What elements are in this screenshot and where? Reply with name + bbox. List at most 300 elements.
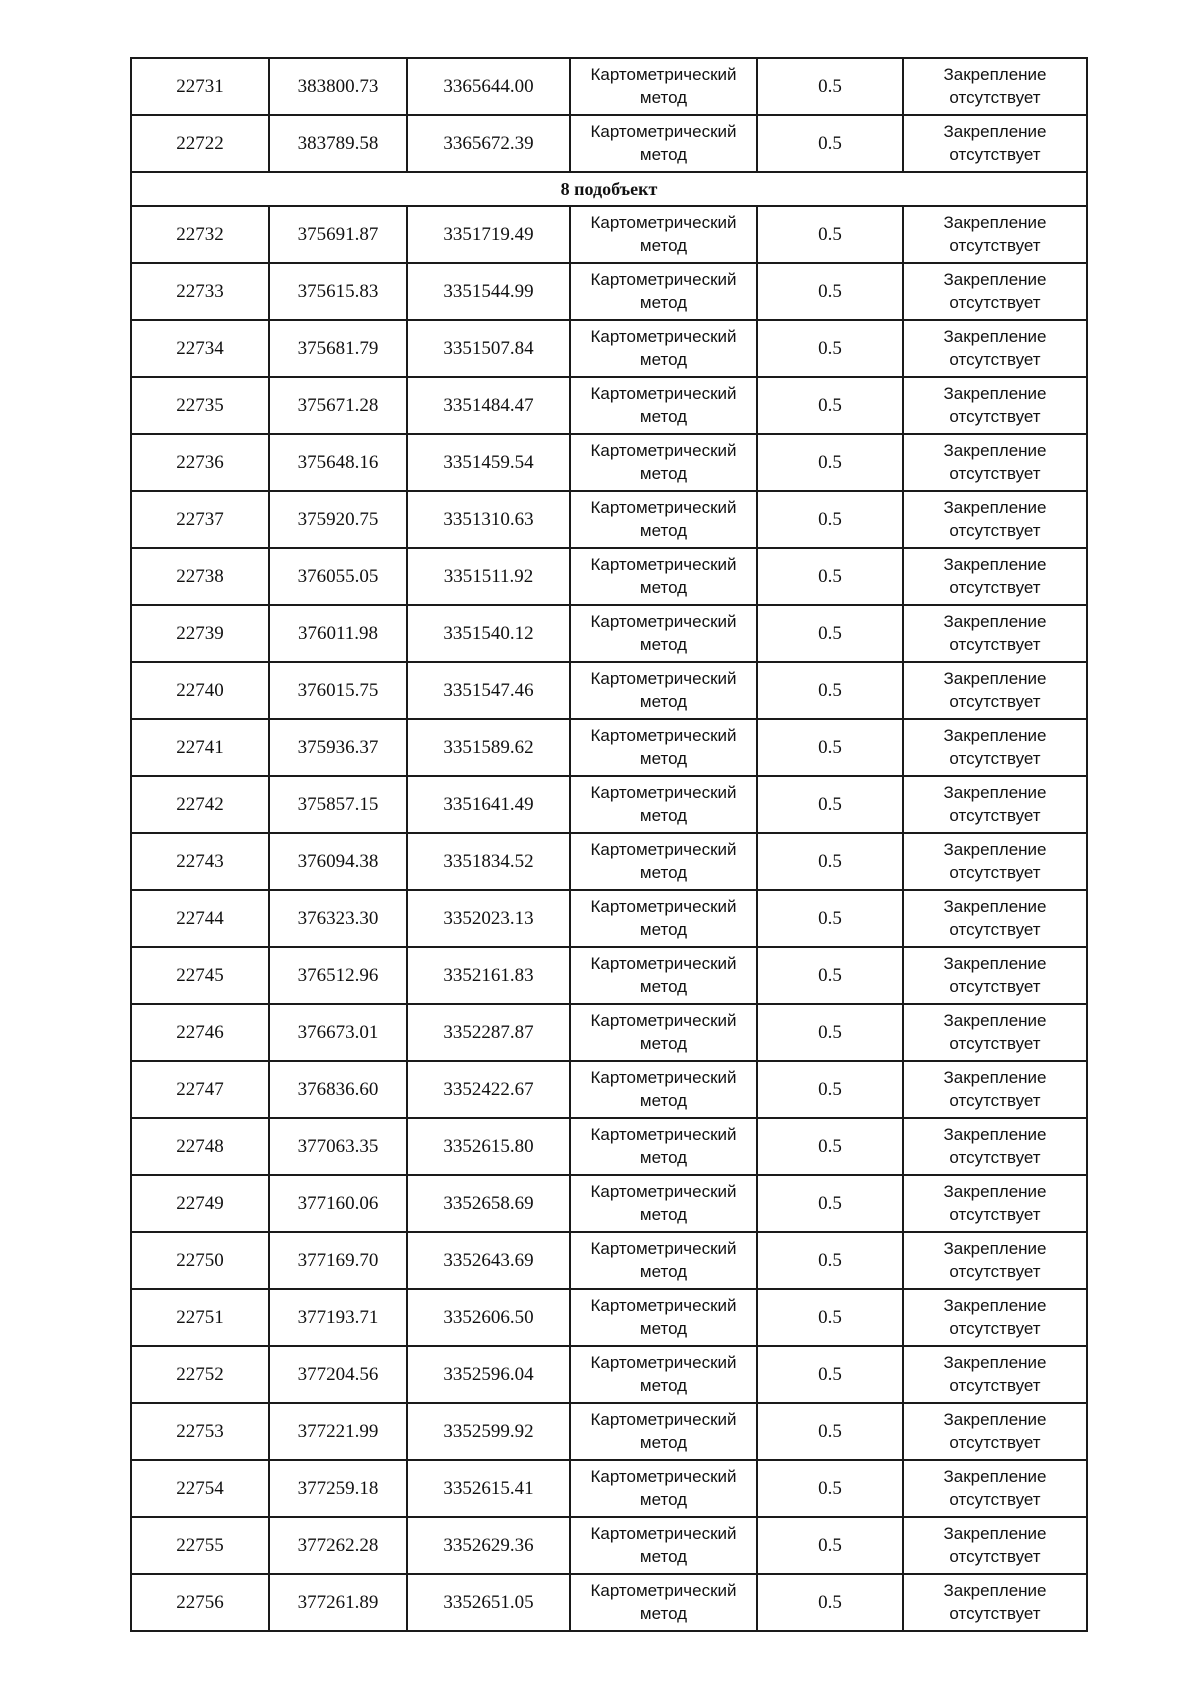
method-cell bbox=[570, 1118, 757, 1175]
method-cell bbox=[570, 434, 757, 491]
point-number-cell: 22737 bbox=[131, 491, 269, 548]
fixing-cell bbox=[903, 548, 1087, 605]
method-text-line: Картометрический bbox=[590, 1011, 737, 1030]
x-coordinate-cell: 375920.75 bbox=[269, 491, 407, 548]
point-number-cell: 22747 bbox=[131, 1061, 269, 1118]
method-text-line: метод bbox=[639, 1604, 688, 1623]
fixing-text-line: отсутствует bbox=[949, 1205, 1041, 1224]
method-text-line: метод bbox=[639, 635, 688, 654]
x-coordinate-cell: 375691.87 bbox=[269, 206, 407, 263]
point-number-cell: 22755 bbox=[131, 1517, 269, 1574]
method-cell bbox=[570, 263, 757, 320]
method-text-line: метод bbox=[639, 1433, 688, 1452]
method-text-line: Картометрический bbox=[590, 726, 737, 745]
fixing-text-line: Закрепление bbox=[943, 1581, 1047, 1600]
fixing-cell bbox=[903, 719, 1087, 776]
table-row bbox=[131, 1574, 1087, 1631]
accuracy-cell: 0.5 bbox=[757, 320, 903, 377]
table-row bbox=[131, 719, 1087, 776]
x-coordinate-cell: 376673.01 bbox=[269, 1004, 407, 1061]
section-title: 8 подобъект bbox=[131, 172, 1087, 206]
fixing-text-line: Закрепление bbox=[943, 1068, 1047, 1087]
fixing-text-line: отсутствует bbox=[949, 863, 1041, 882]
table-row bbox=[131, 115, 1087, 172]
fixing-cell bbox=[903, 491, 1087, 548]
fixing-text-line: Закрепление bbox=[943, 384, 1047, 403]
x-coordinate-cell: 376512.96 bbox=[269, 947, 407, 1004]
y-coordinate-cell: 3351540.12 bbox=[407, 605, 570, 662]
accuracy-cell: 0.5 bbox=[757, 1574, 903, 1631]
x-coordinate-cell: 377262.28 bbox=[269, 1517, 407, 1574]
fixing-cell bbox=[903, 1403, 1087, 1460]
method-text-line: метод bbox=[639, 1319, 688, 1338]
fixing-cell bbox=[903, 1346, 1087, 1403]
x-coordinate-cell: 376323.30 bbox=[269, 890, 407, 947]
fixing-cell bbox=[903, 206, 1087, 263]
point-number-cell: 22738 bbox=[131, 548, 269, 605]
method-text-line: Картометрический bbox=[590, 840, 737, 859]
fixing-text-line: Закрепление bbox=[943, 669, 1047, 688]
accuracy-cell: 0.5 bbox=[757, 1061, 903, 1118]
y-coordinate-cell: 3352615.80 bbox=[407, 1118, 570, 1175]
point-number-cell: 22742 bbox=[131, 776, 269, 833]
fixing-text-line: Закрепление bbox=[943, 954, 1047, 973]
fixing-text-line: отсутствует bbox=[949, 749, 1041, 768]
method-text-line: Картометрический bbox=[590, 1410, 737, 1429]
method-text-line: Картометрический bbox=[590, 498, 737, 517]
point-number-cell: 22753 bbox=[131, 1403, 269, 1460]
method-text-line: Картометрический bbox=[590, 441, 737, 460]
y-coordinate-cell: 3351507.84 bbox=[407, 320, 570, 377]
x-coordinate-cell: 377204.56 bbox=[269, 1346, 407, 1403]
method-text-line: метод bbox=[639, 1148, 688, 1167]
point-number-cell: 22752 bbox=[131, 1346, 269, 1403]
accuracy-cell: 0.5 bbox=[757, 719, 903, 776]
method-text-line: Картометрический bbox=[590, 1467, 737, 1486]
x-coordinate-cell: 377193.71 bbox=[269, 1289, 407, 1346]
method-cell bbox=[570, 1346, 757, 1403]
x-coordinate-cell: 376094.38 bbox=[269, 833, 407, 890]
point-number-cell: 22736 bbox=[131, 434, 269, 491]
method-text-line: метод bbox=[639, 920, 688, 939]
table-row bbox=[131, 890, 1087, 947]
point-number-cell: 22754 bbox=[131, 1460, 269, 1517]
point-number-cell: 22743 bbox=[131, 833, 269, 890]
y-coordinate-cell: 3352596.04 bbox=[407, 1346, 570, 1403]
y-coordinate-cell: 3352422.67 bbox=[407, 1061, 570, 1118]
point-number-cell: 22741 bbox=[131, 719, 269, 776]
table-row bbox=[131, 1061, 1087, 1118]
point-number-cell: 22745 bbox=[131, 947, 269, 1004]
y-coordinate-cell: 3365644.00 bbox=[407, 58, 570, 115]
point-number-cell: 22740 bbox=[131, 662, 269, 719]
method-text-line: метод bbox=[639, 293, 688, 312]
fixing-text-line: Закрепление bbox=[943, 612, 1047, 631]
x-coordinate-cell: 377160.06 bbox=[269, 1175, 407, 1232]
fixing-text-line: отсутствует bbox=[949, 1433, 1041, 1452]
point-number-cell: 22751 bbox=[131, 1289, 269, 1346]
fixing-text-line: отсутствует bbox=[949, 521, 1041, 540]
y-coordinate-cell: 3352643.69 bbox=[407, 1232, 570, 1289]
fixing-text-line: отсутствует bbox=[949, 407, 1041, 426]
fixing-text-line: Закрепление bbox=[943, 1011, 1047, 1030]
fixing-text-line: отсутствует bbox=[949, 464, 1041, 483]
method-cell bbox=[570, 719, 757, 776]
y-coordinate-cell: 3352023.13 bbox=[407, 890, 570, 947]
x-coordinate-cell: 383800.73 bbox=[269, 58, 407, 115]
fixing-text-line: отсутствует bbox=[949, 88, 1041, 107]
fixing-text-line: отсутствует bbox=[949, 1490, 1041, 1509]
fixing-text-line: Закрепление bbox=[943, 783, 1047, 802]
table-row bbox=[131, 320, 1087, 377]
fixing-text-line: Закрепление bbox=[943, 897, 1047, 916]
accuracy-cell: 0.5 bbox=[757, 890, 903, 947]
method-cell bbox=[570, 947, 757, 1004]
coordinates-table bbox=[130, 57, 1088, 1632]
method-cell bbox=[570, 206, 757, 263]
method-text-line: Картометрический bbox=[590, 1581, 737, 1600]
point-number-cell: 22722 bbox=[131, 115, 269, 172]
method-cell bbox=[570, 115, 757, 172]
method-cell bbox=[570, 1517, 757, 1574]
accuracy-cell: 0.5 bbox=[757, 605, 903, 662]
accuracy-cell: 0.5 bbox=[757, 1004, 903, 1061]
accuracy-cell: 0.5 bbox=[757, 115, 903, 172]
method-text-line: Картометрический bbox=[590, 897, 737, 916]
table-row bbox=[131, 1289, 1087, 1346]
method-cell bbox=[570, 491, 757, 548]
x-coordinate-cell: 376836.60 bbox=[269, 1061, 407, 1118]
method-text-line: метод bbox=[639, 1091, 688, 1110]
accuracy-cell: 0.5 bbox=[757, 1517, 903, 1574]
fixing-text-line: Закрепление bbox=[943, 65, 1047, 84]
method-cell bbox=[570, 776, 757, 833]
accuracy-cell: 0.5 bbox=[757, 434, 903, 491]
y-coordinate-cell: 3351641.49 bbox=[407, 776, 570, 833]
table-row bbox=[131, 1403, 1087, 1460]
x-coordinate-cell: 383789.58 bbox=[269, 115, 407, 172]
method-text-line: Картометрический bbox=[590, 270, 737, 289]
fixing-text-line: отсутствует bbox=[949, 350, 1041, 369]
y-coordinate-cell: 3352651.05 bbox=[407, 1574, 570, 1631]
fixing-text-line: отсутствует bbox=[949, 1262, 1041, 1281]
method-text-line: Картометрический bbox=[590, 612, 737, 631]
fixing-text-line: Закрепление bbox=[943, 441, 1047, 460]
fixing-cell bbox=[903, 776, 1087, 833]
x-coordinate-cell: 375936.37 bbox=[269, 719, 407, 776]
fixing-cell bbox=[903, 1574, 1087, 1631]
x-coordinate-cell: 375615.83 bbox=[269, 263, 407, 320]
method-text-line: метод bbox=[639, 692, 688, 711]
fixing-text-line: отсутствует bbox=[949, 1091, 1041, 1110]
method-text-line: метод bbox=[639, 521, 688, 540]
y-coordinate-cell: 3351834.52 bbox=[407, 833, 570, 890]
method-text-line: метод bbox=[639, 806, 688, 825]
accuracy-cell: 0.5 bbox=[757, 662, 903, 719]
method-text-line: Картометрический bbox=[590, 384, 737, 403]
fixing-text-line: отсутствует bbox=[949, 578, 1041, 597]
fixing-cell bbox=[903, 662, 1087, 719]
y-coordinate-cell: 3352599.92 bbox=[407, 1403, 570, 1460]
method-text-line: метод bbox=[639, 145, 688, 164]
x-coordinate-cell: 375671.28 bbox=[269, 377, 407, 434]
x-coordinate-cell: 377169.70 bbox=[269, 1232, 407, 1289]
fixing-cell bbox=[903, 605, 1087, 662]
accuracy-cell: 0.5 bbox=[757, 491, 903, 548]
fixing-text-line: Закрепление bbox=[943, 270, 1047, 289]
method-text-line: метод bbox=[639, 1547, 688, 1566]
method-text-line: Картометрический bbox=[590, 327, 737, 346]
table-row bbox=[131, 1232, 1087, 1289]
method-cell bbox=[570, 833, 757, 890]
fixing-text-line: Закрепление bbox=[943, 213, 1047, 232]
point-number-cell: 22744 bbox=[131, 890, 269, 947]
method-text-line: Картометрический bbox=[590, 1353, 737, 1372]
method-cell bbox=[570, 890, 757, 947]
method-text-line: Картометрический bbox=[590, 1125, 737, 1144]
fixing-cell bbox=[903, 947, 1087, 1004]
table-row bbox=[131, 1004, 1087, 1061]
point-number-cell: 22735 bbox=[131, 377, 269, 434]
x-coordinate-cell: 376011.98 bbox=[269, 605, 407, 662]
accuracy-cell: 0.5 bbox=[757, 1403, 903, 1460]
y-coordinate-cell: 3365672.39 bbox=[407, 115, 570, 172]
method-cell bbox=[570, 548, 757, 605]
method-text-line: метод bbox=[639, 236, 688, 255]
y-coordinate-cell: 3351459.54 bbox=[407, 434, 570, 491]
method-text-line: метод bbox=[639, 1490, 688, 1509]
method-cell bbox=[570, 1460, 757, 1517]
fixing-text-line: Закрепление bbox=[943, 1296, 1047, 1315]
y-coordinate-cell: 3351719.49 bbox=[407, 206, 570, 263]
fixing-cell bbox=[903, 320, 1087, 377]
method-text-line: Картометрический bbox=[590, 1296, 737, 1315]
accuracy-cell: 0.5 bbox=[757, 1289, 903, 1346]
accuracy-cell: 0.5 bbox=[757, 206, 903, 263]
fixing-text-line: отсутствует bbox=[949, 293, 1041, 312]
fixing-cell bbox=[903, 1061, 1087, 1118]
fixing-text-line: Закрепление bbox=[943, 327, 1047, 346]
fixing-cell bbox=[903, 263, 1087, 320]
point-number-cell: 22731 bbox=[131, 58, 269, 115]
fixing-text-line: Закрепление bbox=[943, 498, 1047, 517]
method-text-line: Картометрический bbox=[590, 1239, 737, 1258]
fixing-text-line: отсутствует bbox=[949, 635, 1041, 654]
point-number-cell: 22756 bbox=[131, 1574, 269, 1631]
accuracy-cell: 0.5 bbox=[757, 58, 903, 115]
fixing-cell bbox=[903, 1289, 1087, 1346]
method-cell bbox=[570, 1175, 757, 1232]
accuracy-cell: 0.5 bbox=[757, 1232, 903, 1289]
accuracy-cell: 0.5 bbox=[757, 377, 903, 434]
accuracy-cell: 0.5 bbox=[757, 776, 903, 833]
method-cell bbox=[570, 605, 757, 662]
fixing-text-line: Закрепление bbox=[943, 1467, 1047, 1486]
table-row bbox=[131, 1346, 1087, 1403]
x-coordinate-cell: 375648.16 bbox=[269, 434, 407, 491]
point-number-cell: 22739 bbox=[131, 605, 269, 662]
y-coordinate-cell: 3351547.46 bbox=[407, 662, 570, 719]
accuracy-cell: 0.5 bbox=[757, 548, 903, 605]
table-row bbox=[131, 1175, 1087, 1232]
table-row bbox=[131, 434, 1087, 491]
method-text-line: метод bbox=[639, 1262, 688, 1281]
method-text-line: Картометрический bbox=[590, 1068, 737, 1087]
point-number-cell: 22750 bbox=[131, 1232, 269, 1289]
table-row bbox=[131, 377, 1087, 434]
fixing-text-line: Закрепление bbox=[943, 1125, 1047, 1144]
coordinates-table-body bbox=[131, 58, 1087, 1631]
method-text-line: метод bbox=[639, 464, 688, 483]
accuracy-cell: 0.5 bbox=[757, 1460, 903, 1517]
fixing-cell bbox=[903, 833, 1087, 890]
method-text-line: Картометрический bbox=[590, 1182, 737, 1201]
y-coordinate-cell: 3351310.63 bbox=[407, 491, 570, 548]
method-cell bbox=[570, 1232, 757, 1289]
accuracy-cell: 0.5 bbox=[757, 947, 903, 1004]
x-coordinate-cell: 377221.99 bbox=[269, 1403, 407, 1460]
point-number-cell: 22748 bbox=[131, 1118, 269, 1175]
method-text-line: Картометрический bbox=[590, 1524, 737, 1543]
method-cell bbox=[570, 58, 757, 115]
fixing-text-line: отсутствует bbox=[949, 1376, 1041, 1395]
method-text-line: метод bbox=[639, 88, 688, 107]
fixing-cell bbox=[903, 377, 1087, 434]
y-coordinate-cell: 3351589.62 bbox=[407, 719, 570, 776]
method-cell bbox=[570, 1289, 757, 1346]
y-coordinate-cell: 3352629.36 bbox=[407, 1517, 570, 1574]
x-coordinate-cell: 377261.89 bbox=[269, 1574, 407, 1631]
accuracy-cell: 0.5 bbox=[757, 263, 903, 320]
method-text-line: метод bbox=[639, 749, 688, 768]
fixing-text-line: отсутствует bbox=[949, 1319, 1041, 1338]
fixing-cell bbox=[903, 1118, 1087, 1175]
fixing-cell bbox=[903, 1460, 1087, 1517]
fixing-cell bbox=[903, 1004, 1087, 1061]
fixing-cell bbox=[903, 115, 1087, 172]
fixing-text-line: Закрепление bbox=[943, 1353, 1047, 1372]
fixing-text-line: отсутствует bbox=[949, 692, 1041, 711]
method-cell bbox=[570, 320, 757, 377]
fixing-text-line: Закрепление bbox=[943, 1524, 1047, 1543]
point-number-cell: 22733 bbox=[131, 263, 269, 320]
accuracy-cell: 0.5 bbox=[757, 833, 903, 890]
fixing-text-line: Закрепление bbox=[943, 840, 1047, 859]
y-coordinate-cell: 3352658.69 bbox=[407, 1175, 570, 1232]
fixing-text-line: отсутствует bbox=[949, 1034, 1041, 1053]
fixing-text-line: Закрепление bbox=[943, 555, 1047, 574]
fixing-text-line: отсутствует bbox=[949, 1604, 1041, 1623]
method-text-line: Картометрический bbox=[590, 555, 737, 574]
table-row bbox=[131, 947, 1087, 1004]
table-row bbox=[131, 1118, 1087, 1175]
y-coordinate-cell: 3352615.41 bbox=[407, 1460, 570, 1517]
fixing-cell bbox=[903, 1517, 1087, 1574]
table-row bbox=[131, 548, 1087, 605]
method-text-line: метод bbox=[639, 977, 688, 996]
method-text-line: Картометрический bbox=[590, 669, 737, 688]
x-coordinate-cell: 377259.18 bbox=[269, 1460, 407, 1517]
section-header-row bbox=[131, 172, 1087, 206]
accuracy-cell: 0.5 bbox=[757, 1346, 903, 1403]
table-row bbox=[131, 662, 1087, 719]
method-text-line: метод bbox=[639, 1205, 688, 1224]
table-row bbox=[131, 206, 1087, 263]
fixing-text-line: Закрепление bbox=[943, 122, 1047, 141]
table-row bbox=[131, 776, 1087, 833]
method-text-line: метод bbox=[639, 407, 688, 426]
method-text-line: метод bbox=[639, 350, 688, 369]
table-row bbox=[131, 1517, 1087, 1574]
fixing-text-line: отсутствует bbox=[949, 1148, 1041, 1167]
y-coordinate-cell: 3352606.50 bbox=[407, 1289, 570, 1346]
fixing-text-line: Закрепление bbox=[943, 1182, 1047, 1201]
y-coordinate-cell: 3352161.83 bbox=[407, 947, 570, 1004]
fixing-cell bbox=[903, 58, 1087, 115]
method-text-line: метод bbox=[639, 578, 688, 597]
x-coordinate-cell: 375681.79 bbox=[269, 320, 407, 377]
x-coordinate-cell: 376015.75 bbox=[269, 662, 407, 719]
y-coordinate-cell: 3351484.47 bbox=[407, 377, 570, 434]
accuracy-cell: 0.5 bbox=[757, 1175, 903, 1232]
fixing-cell bbox=[903, 890, 1087, 947]
method-text-line: Картометрический bbox=[590, 213, 737, 232]
table-row bbox=[131, 263, 1087, 320]
x-coordinate-cell: 375857.15 bbox=[269, 776, 407, 833]
y-coordinate-cell: 3352287.87 bbox=[407, 1004, 570, 1061]
fixing-text-line: отсутствует bbox=[949, 1547, 1041, 1566]
fixing-text-line: отсутствует bbox=[949, 977, 1041, 996]
fixing-text-line: отсутствует bbox=[949, 920, 1041, 939]
table-row bbox=[131, 605, 1087, 662]
fixing-text-line: Закрепление bbox=[943, 1410, 1047, 1429]
point-number-cell: 22734 bbox=[131, 320, 269, 377]
fixing-text-line: отсутствует bbox=[949, 806, 1041, 825]
x-coordinate-cell: 376055.05 bbox=[269, 548, 407, 605]
point-number-cell: 22749 bbox=[131, 1175, 269, 1232]
method-cell bbox=[570, 1004, 757, 1061]
x-coordinate-cell: 377063.35 bbox=[269, 1118, 407, 1175]
method-cell bbox=[570, 377, 757, 434]
method-text-line: метод bbox=[639, 863, 688, 882]
method-text-line: Картометрический bbox=[590, 122, 737, 141]
table-row bbox=[131, 833, 1087, 890]
table-row bbox=[131, 1460, 1087, 1517]
method-cell bbox=[570, 1403, 757, 1460]
method-text-line: Картометрический bbox=[590, 65, 737, 84]
method-text-line: метод bbox=[639, 1034, 688, 1053]
fixing-text-line: отсутствует bbox=[949, 145, 1041, 164]
table-row bbox=[131, 58, 1087, 115]
table-row bbox=[131, 491, 1087, 548]
point-number-cell: 22732 bbox=[131, 206, 269, 263]
method-text-line: Картометрический bbox=[590, 783, 737, 802]
method-text-line: Картометрический bbox=[590, 954, 737, 973]
method-cell bbox=[570, 1574, 757, 1631]
y-coordinate-cell: 3351544.99 bbox=[407, 263, 570, 320]
fixing-text-line: Закрепление bbox=[943, 1239, 1047, 1258]
point-number-cell: 22746 bbox=[131, 1004, 269, 1061]
fixing-cell bbox=[903, 1232, 1087, 1289]
method-text-line: метод bbox=[639, 1376, 688, 1395]
accuracy-cell: 0.5 bbox=[757, 1118, 903, 1175]
fixing-cell bbox=[903, 1175, 1087, 1232]
method-cell bbox=[570, 1061, 757, 1118]
y-coordinate-cell: 3351511.92 bbox=[407, 548, 570, 605]
fixing-text-line: отсутствует bbox=[949, 236, 1041, 255]
fixing-text-line: Закрепление bbox=[943, 726, 1047, 745]
fixing-cell bbox=[903, 434, 1087, 491]
